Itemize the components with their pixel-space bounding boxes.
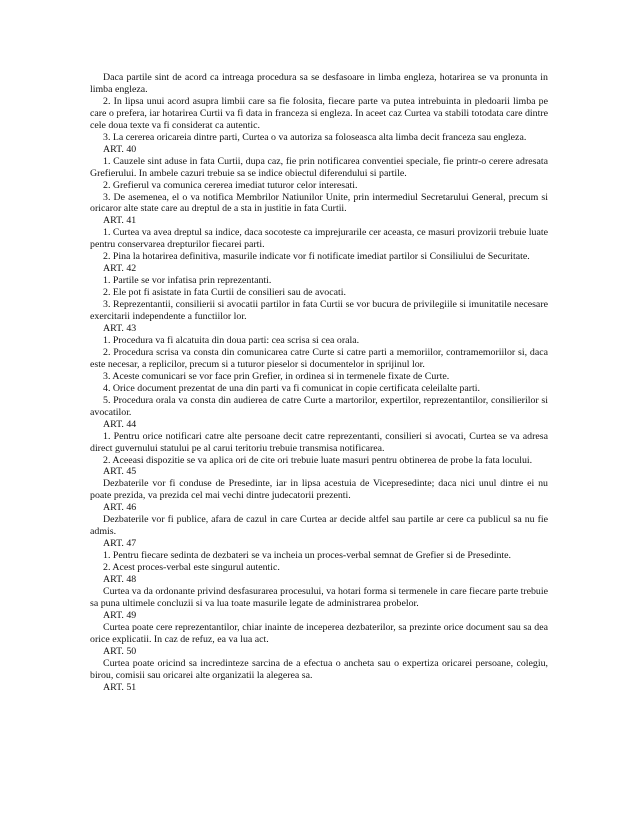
- paragraph: 2. Ele pot fi asistate in fata Curtii de consilieri sau de avocati.: [103, 287, 346, 299]
- paragraph: 3. De asemenea, el o va notifica Membrilor Natiunilor Unite, prin intermediul Secretarului General, precum si oricaror alte state care au dreptul de a sta in justitie in fata Curtii.: [90, 191, 548, 215]
- paragraph: Daca partile sint de acord ca intreaga procedura sa se desfasoare in limba engleza, hotarirea se va pronunta in limba engleza.: [90, 72, 548, 95]
- article-heading: ART. 46: [103, 502, 137, 514]
- paragraph: Curtea poate cere reprezentantilor, chiar inainte de inceperea dezbaterilor, sa prezinte orice document sau sa dea orice explicatii. In caz de refuz, ea va lua act.: [90, 621, 548, 645]
- paragraph: 1. Pentru fiecare sedinta de dezbateri se va incheia un proces-verbal semnat de Grefier si de Presedinte.: [103, 550, 511, 562]
- article-heading: ART. 45: [103, 466, 137, 478]
- article-heading: ART. 43: [103, 323, 137, 335]
- paragraph: 1. Pentru orice notificari catre alte persoane decit catre reprezentanti, consilieri si avocati, Curtea se va adresa direct guvernului statului pe al carui teritoriu trebuie transmisa notificarea.: [90, 430, 548, 454]
- paragraph: 1. Partile se vor infatisa prin reprezentanti.: [103, 275, 272, 287]
- paragraph: 1. Procedura va fi alcatuita din doua parti: cea scrisa si cea orala.: [103, 334, 360, 346]
- article-heading: ART. 44: [103, 418, 137, 430]
- paragraph: 2. Procedura scrisa va consta din comunicarea catre Curte si catre parti a memoriilor, contramemoriilor si, daca este necesar, a replicilor, precum si a tuturor pieselor si documentelor in sprijinul lor.: [90, 346, 548, 370]
- paragraph: 2. Aceeasi dispozitie se va aplica ori de cite ori trebuie luate masuri pentru obtinerea de probe la fata locului.: [103, 454, 533, 466]
- paragraph: Dezbaterile vor fi publice, afara de cazul in care Curtea ar decide altfel sau partile ar cere ca publicul sa nu fie admis.: [90, 514, 548, 538]
- paragraph: 2. In lipsa unui acord asupra limbii care sa fie folosita, fiecare parte va putea intrebuinta in pledoarii limba pe care o prefera, iar hotarirea Curtii va fi data in franceza si engleza. In aceet caz Curtea va stabili totodata care dintre cele doua texte va fi considerat ca autentic.: [90, 95, 548, 131]
- paragraph: Dezbaterile vor fi conduse de Presedinte, iar in lipsa acestuia de Vicepresedinte; daca nici unul dintre ei nu poate prezida, va prezida cel mai vechi dintre judecatorii prezenti.: [90, 478, 548, 502]
- paragraph: 2. Acest proces-verbal este singurul autentic.: [103, 562, 280, 574]
- paragraph: 4. Orice document prezentat de una din parti va fi comunicat in copie certificata celeilalte parti.: [103, 382, 480, 394]
- paragraph: 5. Procedura orala va consta din audierea de catre Curte a martorilor, expertilor, reprezentantilor, consilierilor si avocatilor.: [90, 394, 548, 418]
- article-heading: ART. 42: [103, 263, 137, 275]
- paragraph: 2. Pina la hotarirea definitiva, masurile indicate vor fi notificate imediat partilor si Consiliului de Securitate.: [103, 251, 530, 263]
- paragraph: 3. Reprezentantii, consilierii si avocatii partilor in fata Curtii se vor bucura de privilegiile si imunitatile necesare exercitarii independente a functiilor lor.: [90, 299, 548, 323]
- paragraph: Curtea poate oricind sa incredinteze sarcina de a efectua o ancheta sau o expertiza oricarei persoane, colegiu, birou, comisii sau oricarei alte organizatii la alegerea sa.: [90, 657, 548, 681]
- paragraph: 1. Cauzele sint aduse in fata Curtii, dupa caz, fie prin notificarea conventiei speciale, fie printr-o cerere adresata Grefierului. In ambele cazuri trebuie sa se indice obiectul diferendului si partile.: [90, 155, 548, 179]
- paragraph: 2. Grefierul va comunica cererea imediat tuturor celor interesati.: [103, 179, 358, 191]
- article-heading: ART. 50: [103, 645, 137, 657]
- article-heading: ART. 48: [103, 574, 137, 586]
- article-heading: ART. 41: [103, 215, 137, 227]
- document-page: [90, 72, 548, 694]
- article-heading: ART. 49: [103, 609, 137, 621]
- paragraph: 3. Aceste comunicari se vor face prin Grefier, in ordinea si in termenele fixate de Curte.: [103, 370, 450, 382]
- article-heading: ART. 51: [103, 681, 137, 693]
- article-heading: ART. 40: [103, 143, 137, 155]
- paragraph: Curtea va da ordonante privind desfasurarea procesului, va hotari forma si termenele in care fiecare parte trebuie sa puna ultimele concluzii si va lua toate masurile legate de administrarea probelor.: [90, 585, 548, 609]
- paragraph: 1. Curtea va avea dreptul sa indice, daca socoteste ca imprejurarile cer aceasta, ce masuri provizorii trebuie luate pentru conservarea drepturilor fiecarei parti.: [90, 227, 548, 251]
- article-heading: ART. 47: [103, 538, 137, 550]
- paragraph: 3. La cererea oricareia dintre parti, Curtea o va autoriza sa foloseasca alta limba decit franceza sau engleza.: [103, 131, 527, 143]
